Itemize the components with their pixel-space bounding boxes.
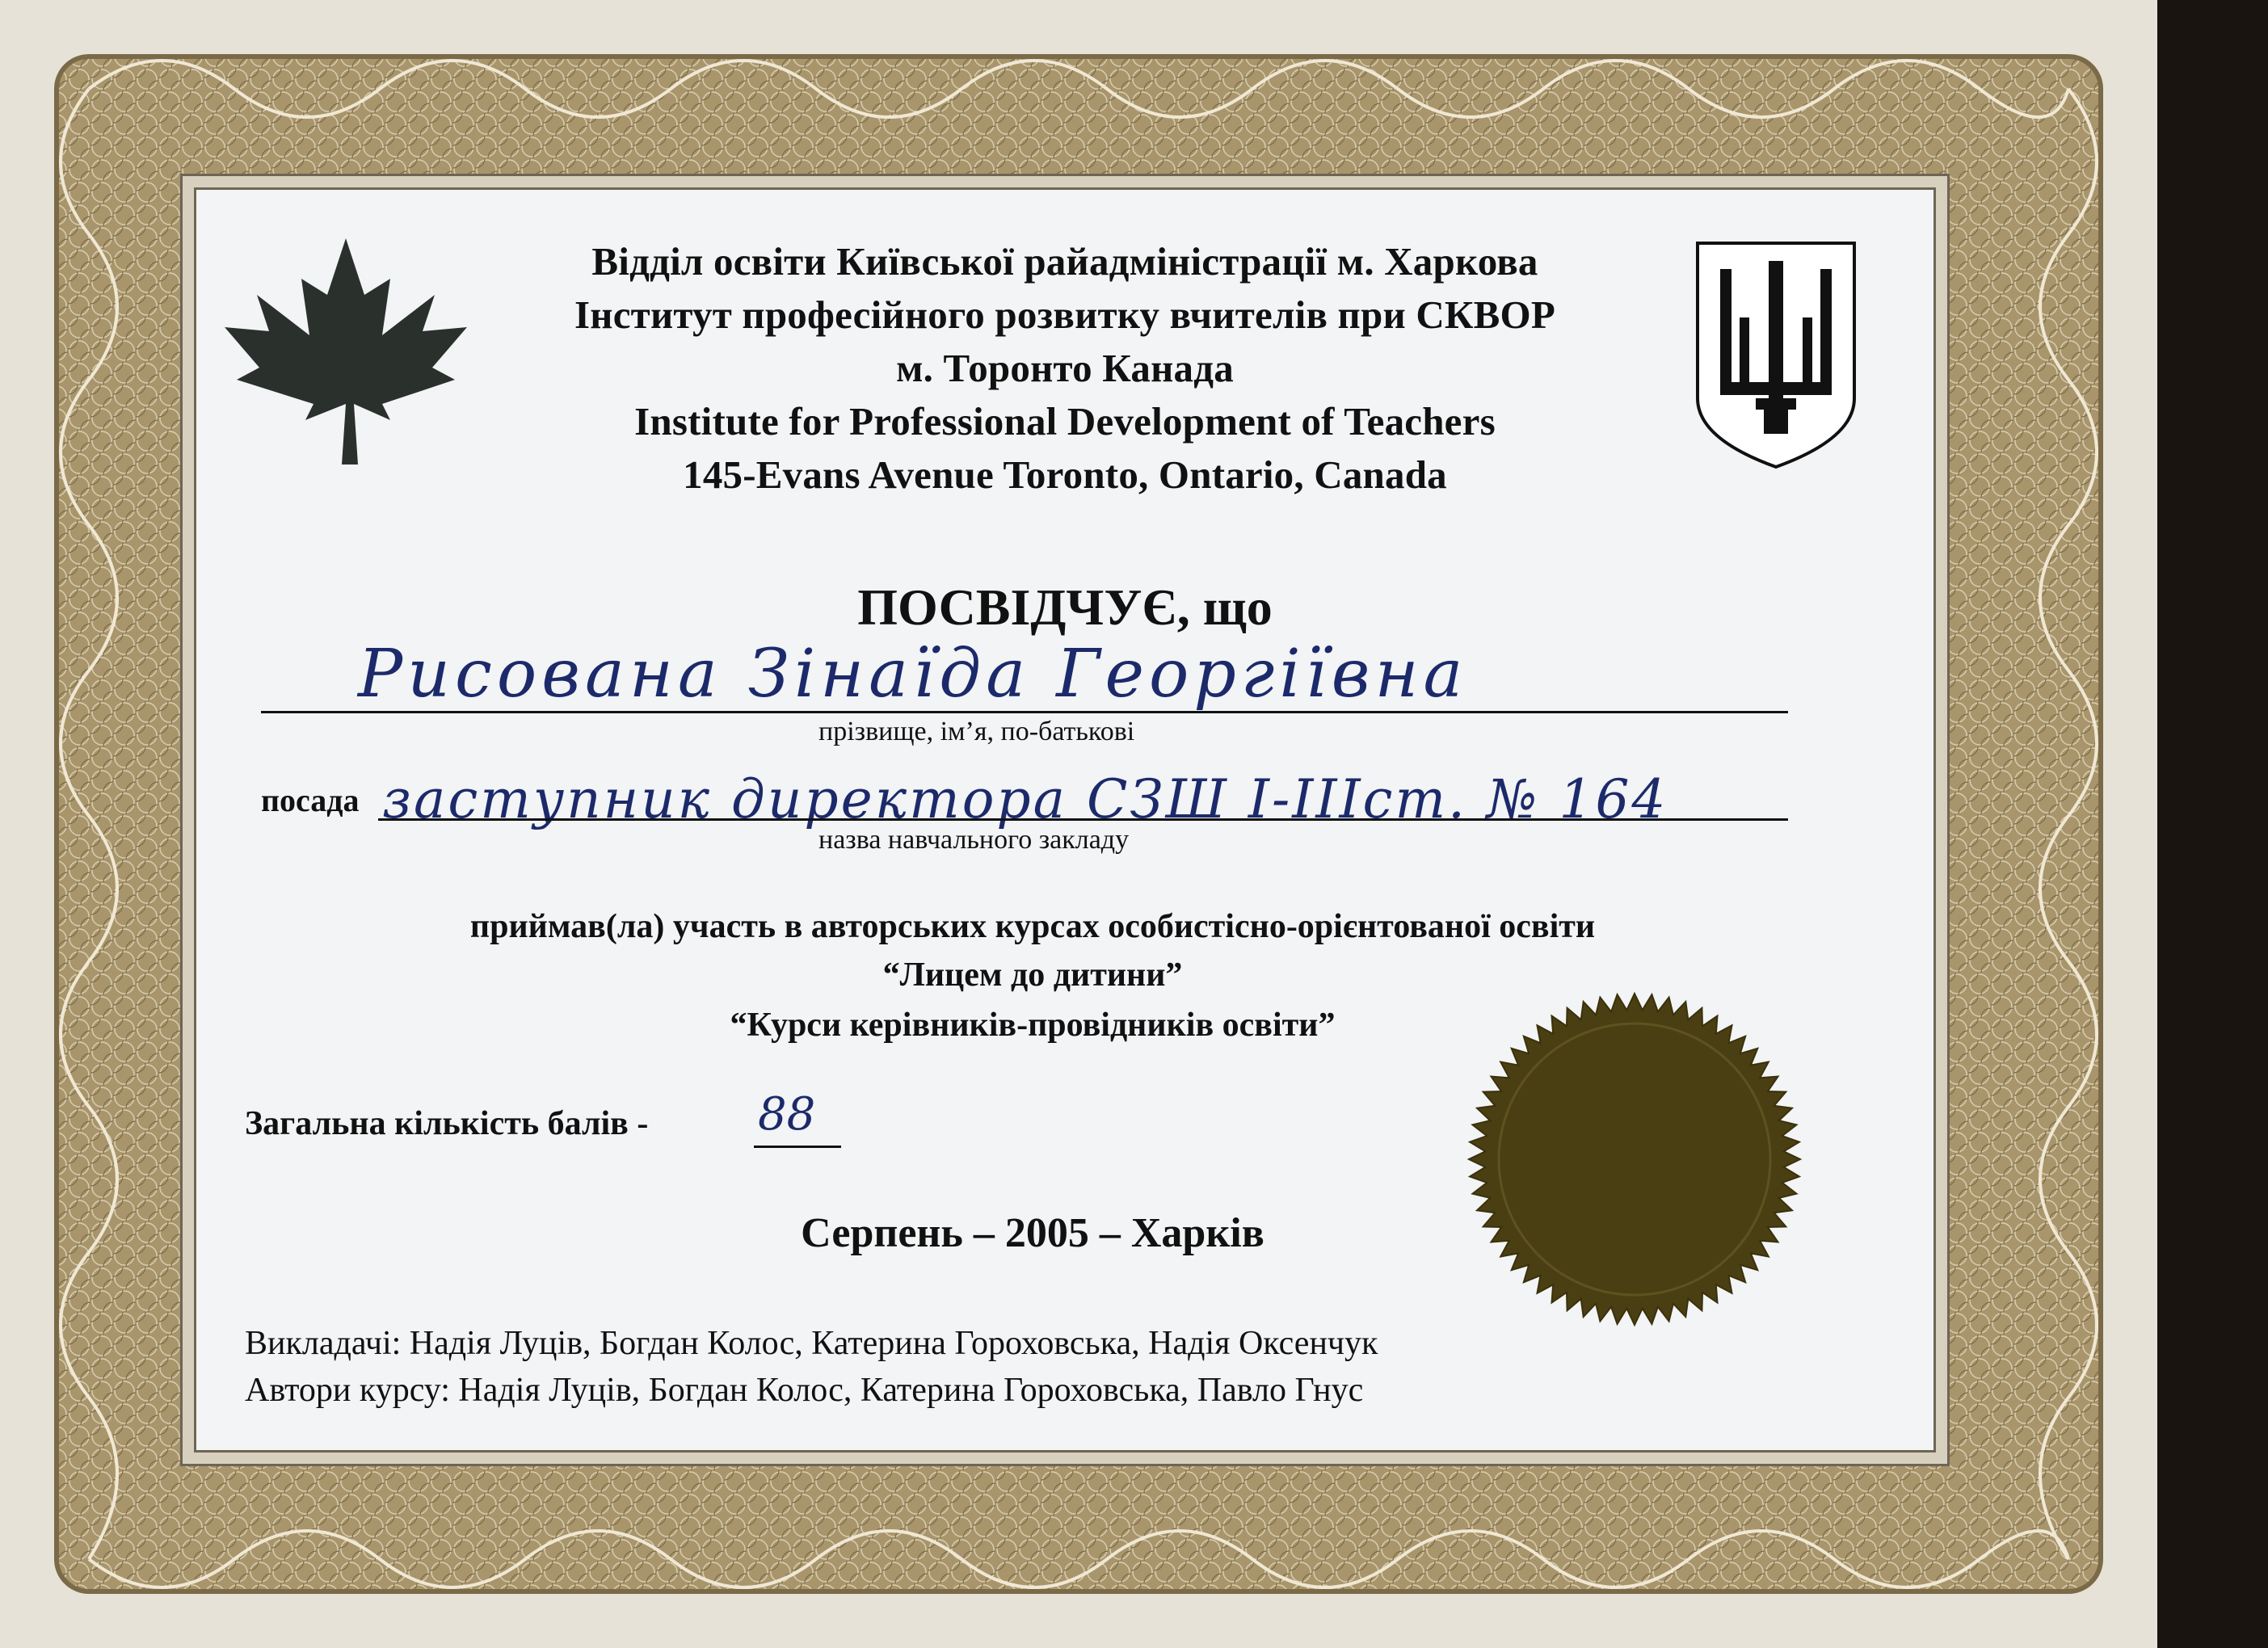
header-line-2: Інститут професійного розвитку вчителів при СКВОР (574, 292, 1555, 337)
name-handwritten: Рисована Зінаїда Георгіївна (358, 636, 1468, 713)
score-handwritten: 88 (758, 1088, 816, 1141)
gold-seal (1465, 990, 1804, 1329)
position-caption: назва навчального закладу (818, 825, 1130, 855)
header-line-3: м. Торонто Канада (896, 346, 1234, 390)
name-underline (261, 711, 1788, 713)
date-place: Серпень – 2005 – Харків (801, 1210, 1264, 1256)
course-line-3: “Курси керівників-провідників освіти” (730, 1007, 1336, 1044)
certificate-panel (194, 187, 1936, 1453)
position-underline (378, 818, 1788, 821)
authors-line: Автори курсу: Надія Луців, Богдан Колос, Катерина Гороховська, Павло Гнус (245, 1372, 1364, 1409)
score-label: Загальна кількість балів - (245, 1105, 649, 1142)
header-line-4: Institute for Professional Development of Teachers (634, 399, 1496, 444)
position-handwritten: заступник директора СЗШ І-ІІІст. № 164 (382, 768, 1668, 830)
header-line-5: 145-Evans Avenue Toronto, Ontario, Canada (683, 452, 1447, 497)
certifies-heading: ПОСВІДЧУЄ, що (857, 578, 1273, 636)
position-label: посада (261, 782, 360, 818)
course-line-1: приймав(ла) участь в авторських курсах особистісно-орієнтованої освіти (469, 908, 1596, 945)
name-caption: прізвище, ім’я, по-батькові (818, 717, 1135, 746)
header-line-1: Відділ освіти Київської райадміністрації м. Харкова (591, 239, 1538, 284)
course-line-2: “Лицем до дитини” (882, 956, 1183, 994)
teachers-line: Викладачі: Надія Луців, Богдан Колос, Катерина Гороховська, Надія Оксенчук (245, 1325, 1378, 1362)
score-underline (754, 1146, 841, 1148)
